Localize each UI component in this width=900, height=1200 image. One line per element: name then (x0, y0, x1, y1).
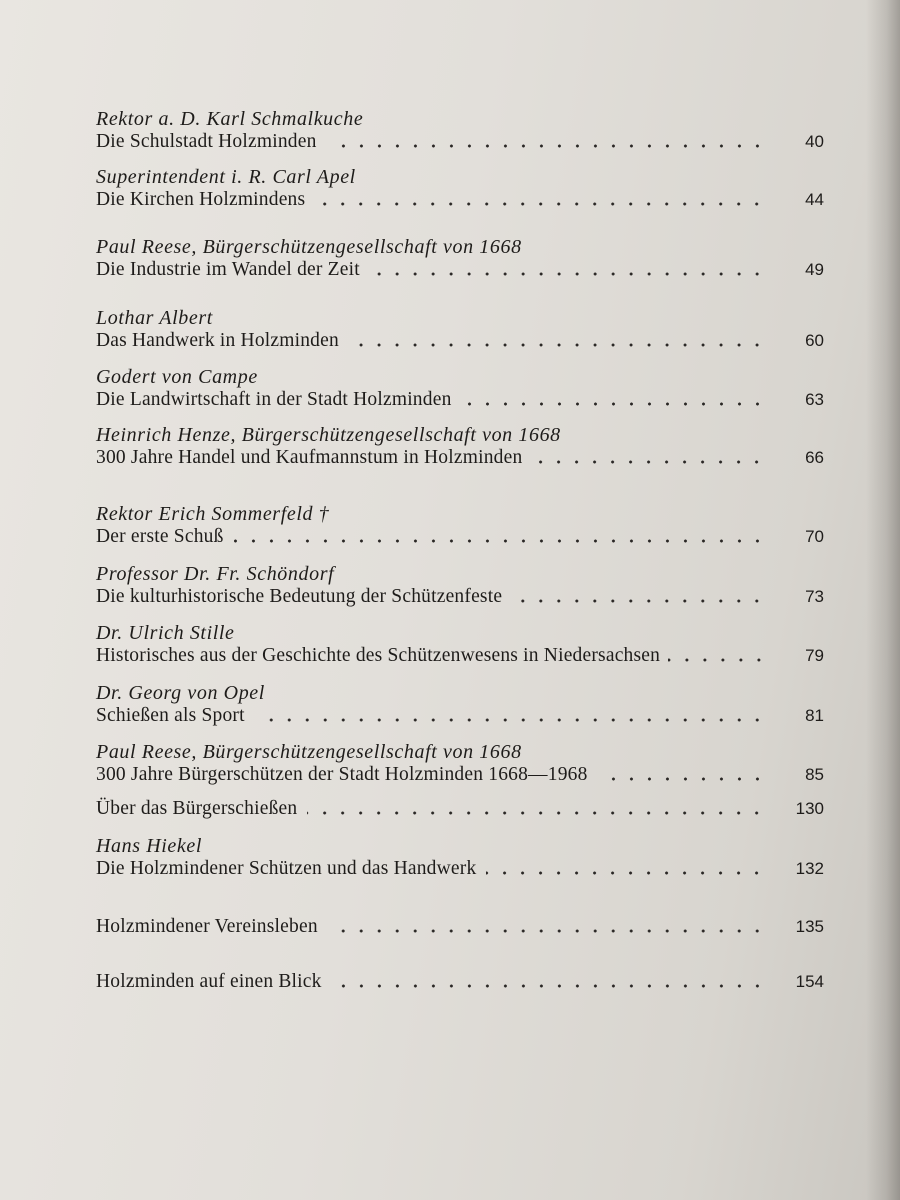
toc-title: Das Handwerk in Holzminden (96, 330, 339, 351)
toc-page-number: 66 (805, 448, 824, 467)
toc-author: Rektor Erich Sommerfeld † (96, 503, 330, 525)
toc-entry (96, 741, 824, 787)
toc-page-number: 79 (805, 646, 824, 665)
toc-page-number: 81 (805, 706, 824, 725)
toc-author: Godert von Campe (96, 366, 258, 388)
toc-entry (96, 503, 824, 549)
toc-author: Dr. Georg von Opel (96, 682, 265, 704)
toc-entry (96, 108, 824, 154)
dot-leader (255, 718, 766, 722)
toc-page-number: 60 (805, 331, 824, 350)
toc-page-number: 85 (805, 765, 824, 784)
toc-title: Die Landwirtschaft in der Stadt Holzminden (96, 389, 452, 410)
toc-title: Die kulturhistorische Bedeutung der Schützenfeste (96, 586, 503, 607)
toc-title: Historisches aus der Geschichte des Schützenwesens in Niedersachsen (96, 645, 661, 666)
toc-author: Professor Dr. Fr. Schöndorf (96, 563, 335, 585)
toc-title: 300 Jahre Handel und Kaufmannstum in Holzminden (96, 447, 523, 468)
toc-page-number: 40 (805, 132, 824, 151)
toc-title: Die Holzmindener Schützen und das Handwerk (96, 858, 477, 879)
dot-leader (598, 777, 766, 781)
toc-entry (96, 424, 824, 470)
toc-title: Holzminden auf einen Blick (96, 971, 322, 992)
dot-leader (486, 871, 766, 875)
toc-page-number: 132 (795, 859, 824, 878)
toc-page-number: 70 (805, 527, 824, 546)
dot-leader (512, 599, 766, 603)
toc-title: Über das Bürgerschießen (96, 798, 298, 819)
dot-leader (328, 929, 766, 933)
toc-entry (96, 797, 824, 821)
toc-entry (96, 835, 824, 881)
toc-title: Holzmindener Vereinsleben (96, 916, 318, 937)
toc-entry (96, 915, 824, 939)
toc-entry (96, 622, 824, 668)
toc-page-number: 154 (795, 972, 824, 991)
toc-author: Lothar Albert (96, 307, 213, 329)
toc-entry (96, 166, 824, 212)
toc-page-number: 73 (805, 587, 824, 606)
toc-page-number: 44 (805, 190, 824, 209)
toc-author: Rektor a. D. Karl Schmalkuche (96, 108, 364, 130)
toc-author: Dr. Ulrich Stille (96, 622, 235, 644)
toc-author: Paul Reese, Bürgerschützengesellschaft von 1668 (96, 236, 522, 258)
dot-leader (668, 658, 768, 662)
dot-leader (462, 402, 766, 406)
toc-entry (96, 366, 824, 412)
toc-title: Die Industrie im Wandel der Zeit (96, 259, 360, 280)
toc-title: Der erste Schuß (96, 526, 224, 547)
toc-author: Superintendent i. R. Carl Apel (96, 166, 356, 188)
toc-title: Die Schulstadt Holzminden (96, 131, 317, 152)
toc-entry (96, 307, 824, 353)
toc-entry (96, 682, 824, 728)
toc-author: Hans Hiekel (96, 835, 203, 857)
dot-leader (370, 272, 766, 276)
dot-leader (234, 539, 766, 543)
dot-leader (332, 984, 766, 988)
dot-leader (532, 460, 766, 464)
dot-leader (315, 202, 766, 206)
toc-title: 300 Jahre Bürgerschützen der Stadt Holzminden 1668—1968 (96, 764, 588, 785)
toc-title: Schießen als Sport (96, 705, 245, 726)
toc-title: Die Kirchen Holzmindens (96, 189, 306, 210)
dot-leader (307, 811, 766, 815)
toc-page-number: 130 (795, 799, 824, 818)
toc-author: Heinrich Henze, Bürgerschützengesellschaft von 1668 (96, 424, 561, 446)
toc-author: Paul Reese, Bürgerschützengesellschaft von 1668 (96, 741, 522, 763)
dot-leader (327, 144, 766, 148)
toc-page-number: 135 (795, 917, 824, 936)
toc-page-number: 63 (805, 390, 824, 409)
toc-entry (96, 563, 824, 609)
toc-entry (96, 970, 824, 994)
dot-leader (349, 343, 766, 347)
toc-entry (96, 236, 824, 282)
toc-page-number: 49 (805, 260, 824, 279)
